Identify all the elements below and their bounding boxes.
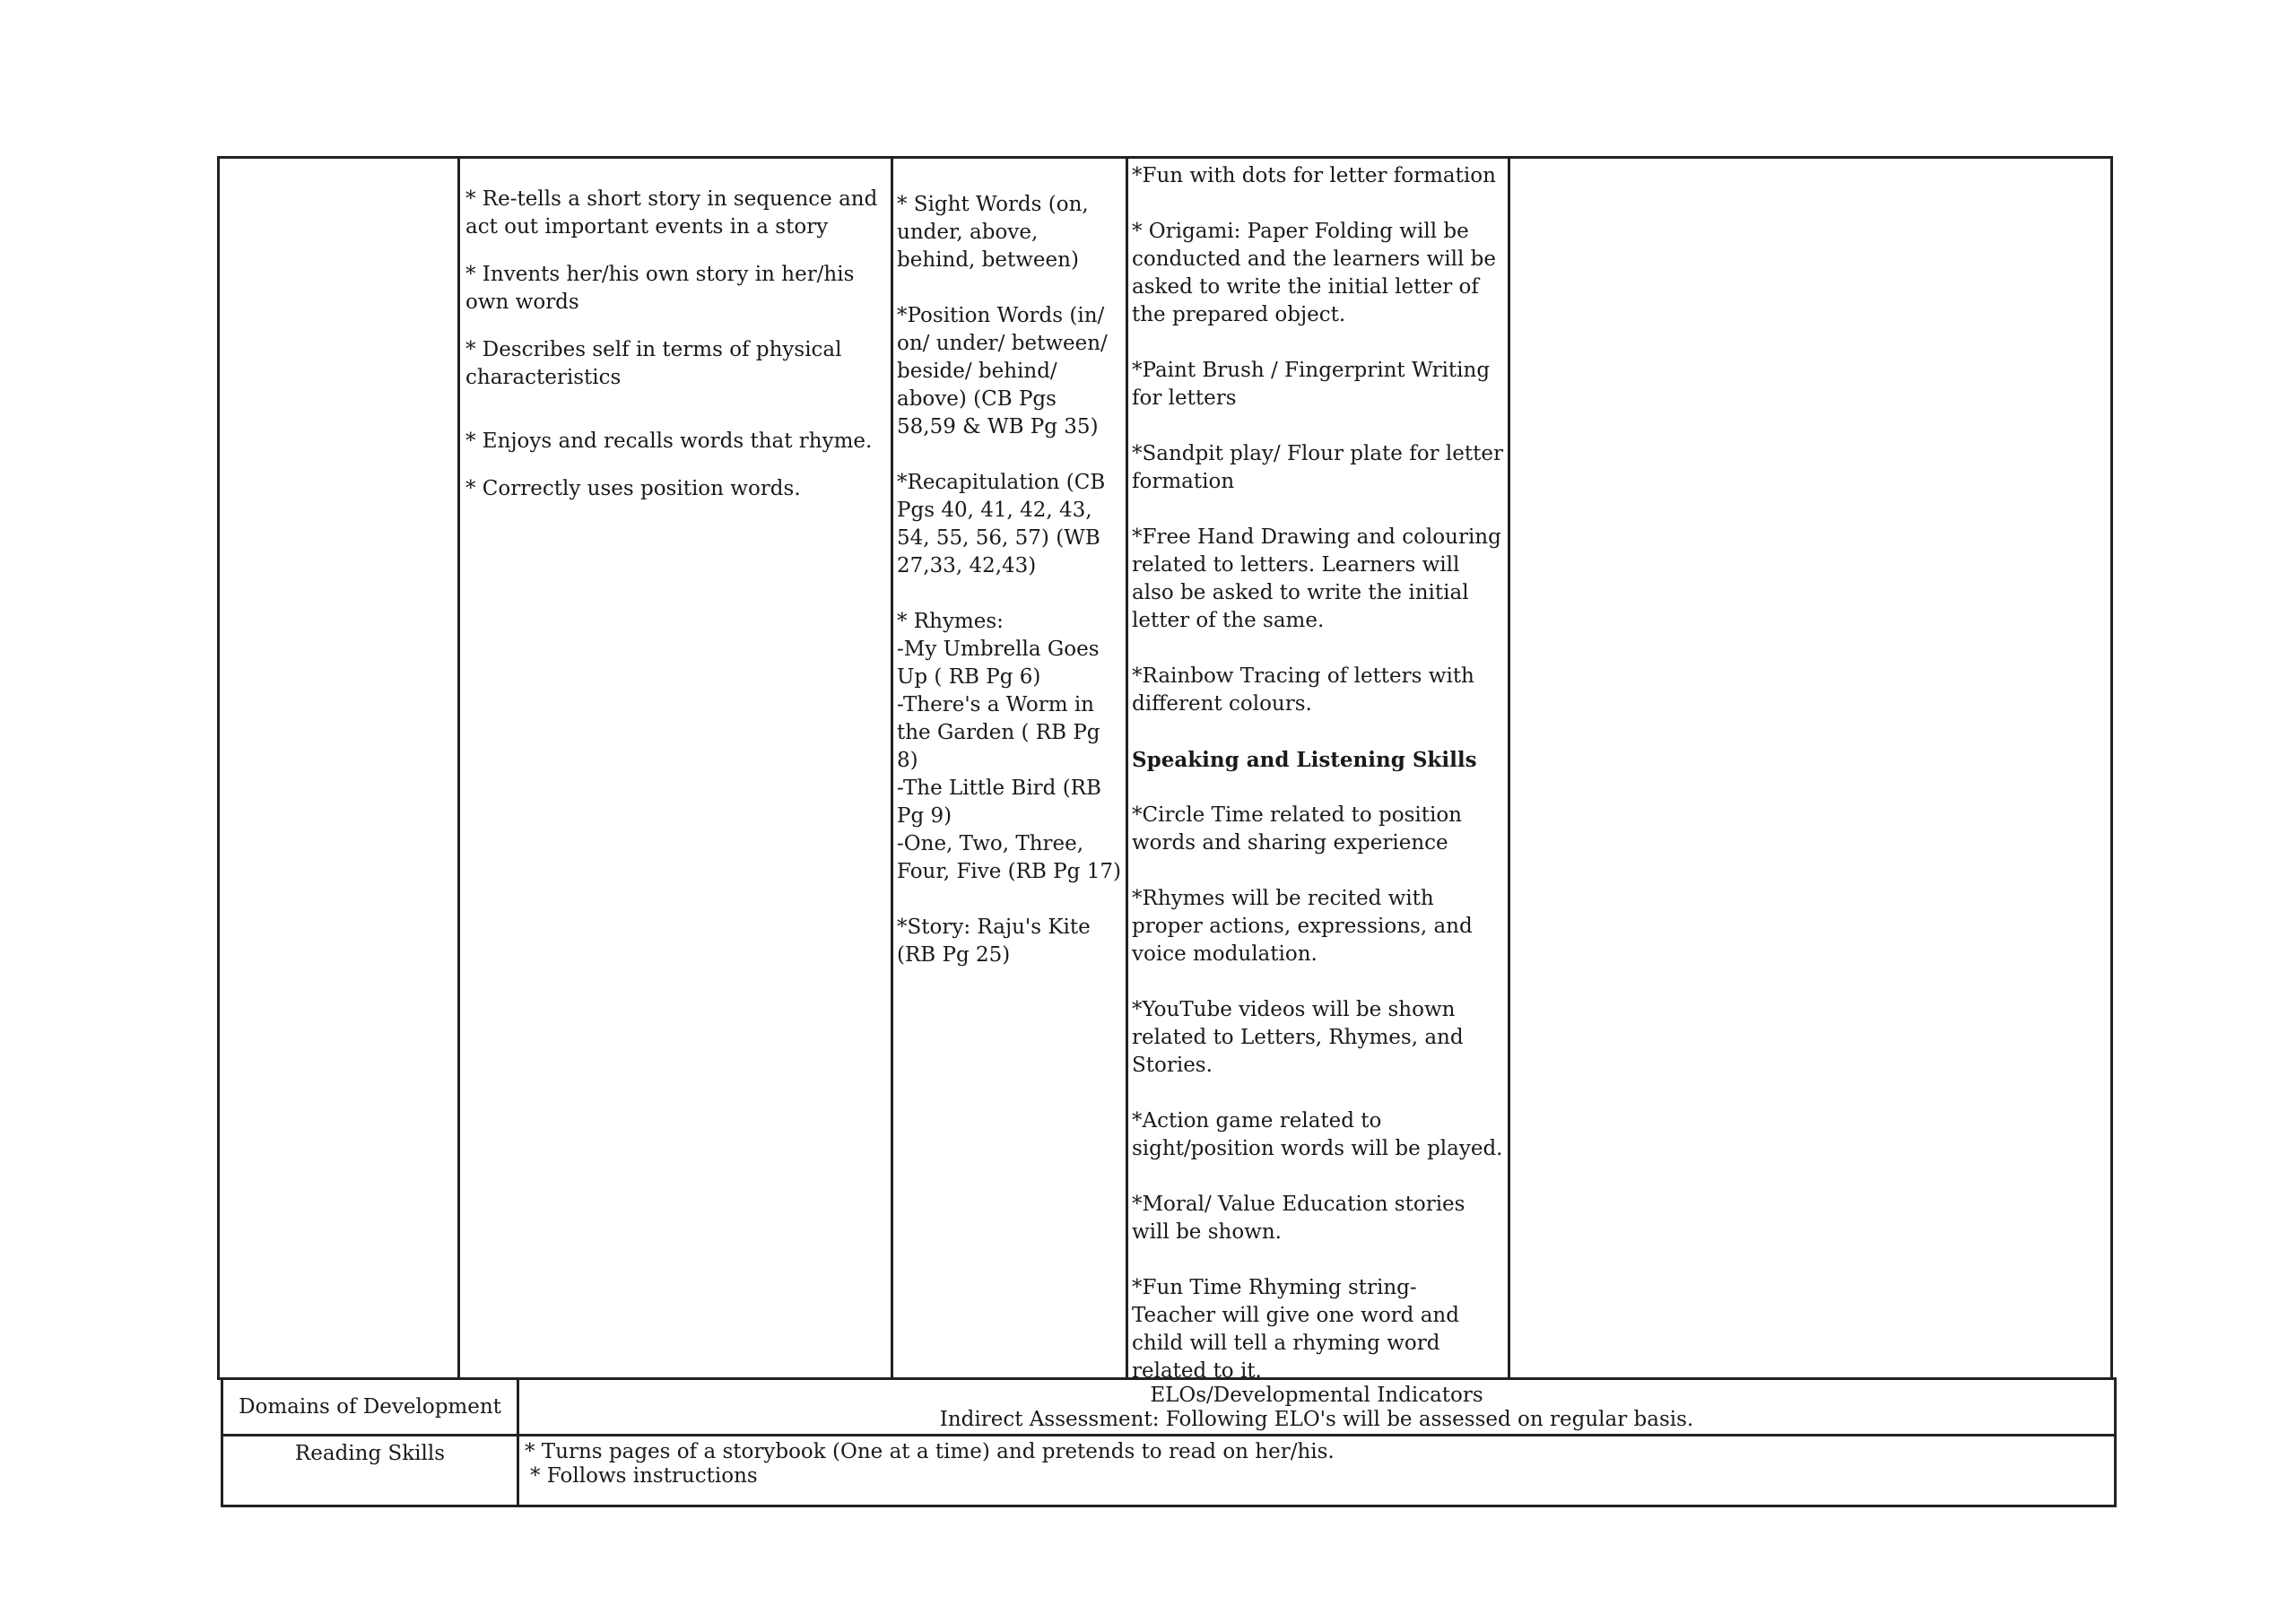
activity-item: *Rhymes will be recited with proper actions, expressions, and voice modulation. <box>1132 887 1473 966</box>
elos-title: ELOs/Developmental Indicators <box>1150 1384 1483 1407</box>
elo-item: * Turns pages of a storybook (One at a time) and pretends to read on her/his. <box>525 1440 1335 1463</box>
outcome-item: * Describes self in terms of physical characteristics <box>465 338 842 389</box>
activity-item: *YouTube videos will be shown related to Letters, Rhymes, and Stories. <box>1132 998 1464 1077</box>
domains-header: Domains of Development <box>223 1380 519 1434</box>
content-column <box>893 159 1128 1377</box>
rhymes-list: * Rhymes: -My Umbrella Goes Up ( RB Pg 6) -There's a Worm in the Garden ( RB Pg 8) -The Little Bird (RB Pg 9) -One, Two, Three, Four, Five (RB Pg 17) <box>897 610 1121 883</box>
learning-outcomes-column <box>460 159 893 1377</box>
activity-item: *Free Hand Drawing and colouring related to letters. Learners will also be asked to write the initial letter of the same. <box>1132 525 1501 632</box>
elos-header <box>519 1380 2114 1434</box>
activity-item: *Fun Time Rhyming string- Teacher will give one word and child will tell a rhyming word related to it. <box>1132 1276 1459 1383</box>
content-item: *Story: Raju's Kite (RB Pg 25) <box>897 916 1091 967</box>
activity-item: *Moral/ Value Education stories will be shown. <box>1132 1193 1465 1244</box>
outcome-item: * Invents her/his own story in her/his own words <box>465 263 855 314</box>
activity-item: *Rainbow Tracing of letters with different colours. <box>1132 664 1474 716</box>
activity-item: *Sandpit play/ Flour plate for letter formation <box>1132 442 1503 493</box>
outcome-item: * Re-tells a short story in sequence and act out important events in a story <box>465 187 878 239</box>
section-heading: Speaking and Listening Skills <box>1132 748 1477 772</box>
assessment-row <box>223 1436 2114 1505</box>
activity-item: *Paint Brush / Fingerprint Writing for letters <box>1132 359 1491 410</box>
activity-item: *Circle Time related to position words and sharing experience <box>1132 803 1462 855</box>
activity-item: *Action game related to sight/position words will be played. <box>1132 1109 1503 1160</box>
outcome-item: * Correctly uses position words. <box>465 477 801 500</box>
content-item: *Position Words (in/ on/ under/ between/ beside/ behind/ above) (CB Pgs 58,59 & WB Pg 35) <box>897 304 1108 438</box>
content-item: * Sight Words (on, under, above, behind, between) <box>897 193 1089 272</box>
domain-column <box>220 159 460 1377</box>
elo-item: * Follows instructions <box>530 1464 758 1488</box>
remarks-column <box>1510 159 2110 1377</box>
outcome-item: * Enjoys and recalls words that rhyme. <box>465 430 873 453</box>
content-item: *Recapitulation (CB Pgs 40, 41, 42, 43, 54, 55, 56, 57) (WB 27,33, 42,43) <box>897 471 1106 577</box>
activities-column <box>1128 159 1510 1383</box>
domain-name: Reading Skills <box>223 1436 519 1505</box>
assessment-note: Indirect Assessment: Following ELO's will be assessed on regular basis. <box>939 1408 1694 1431</box>
activity-item: * Origami: Paper Folding will be conducted and the learners will be asked to write the initial letter of the prepared object. <box>1132 220 1496 326</box>
elo-list <box>519 1436 2114 1505</box>
planning-table <box>217 156 2113 1383</box>
assessment-table <box>221 1377 2117 1507</box>
activity-item: *Fun with dots for letter formation <box>1132 164 1496 187</box>
assessment-header-row <box>223 1377 2114 1436</box>
